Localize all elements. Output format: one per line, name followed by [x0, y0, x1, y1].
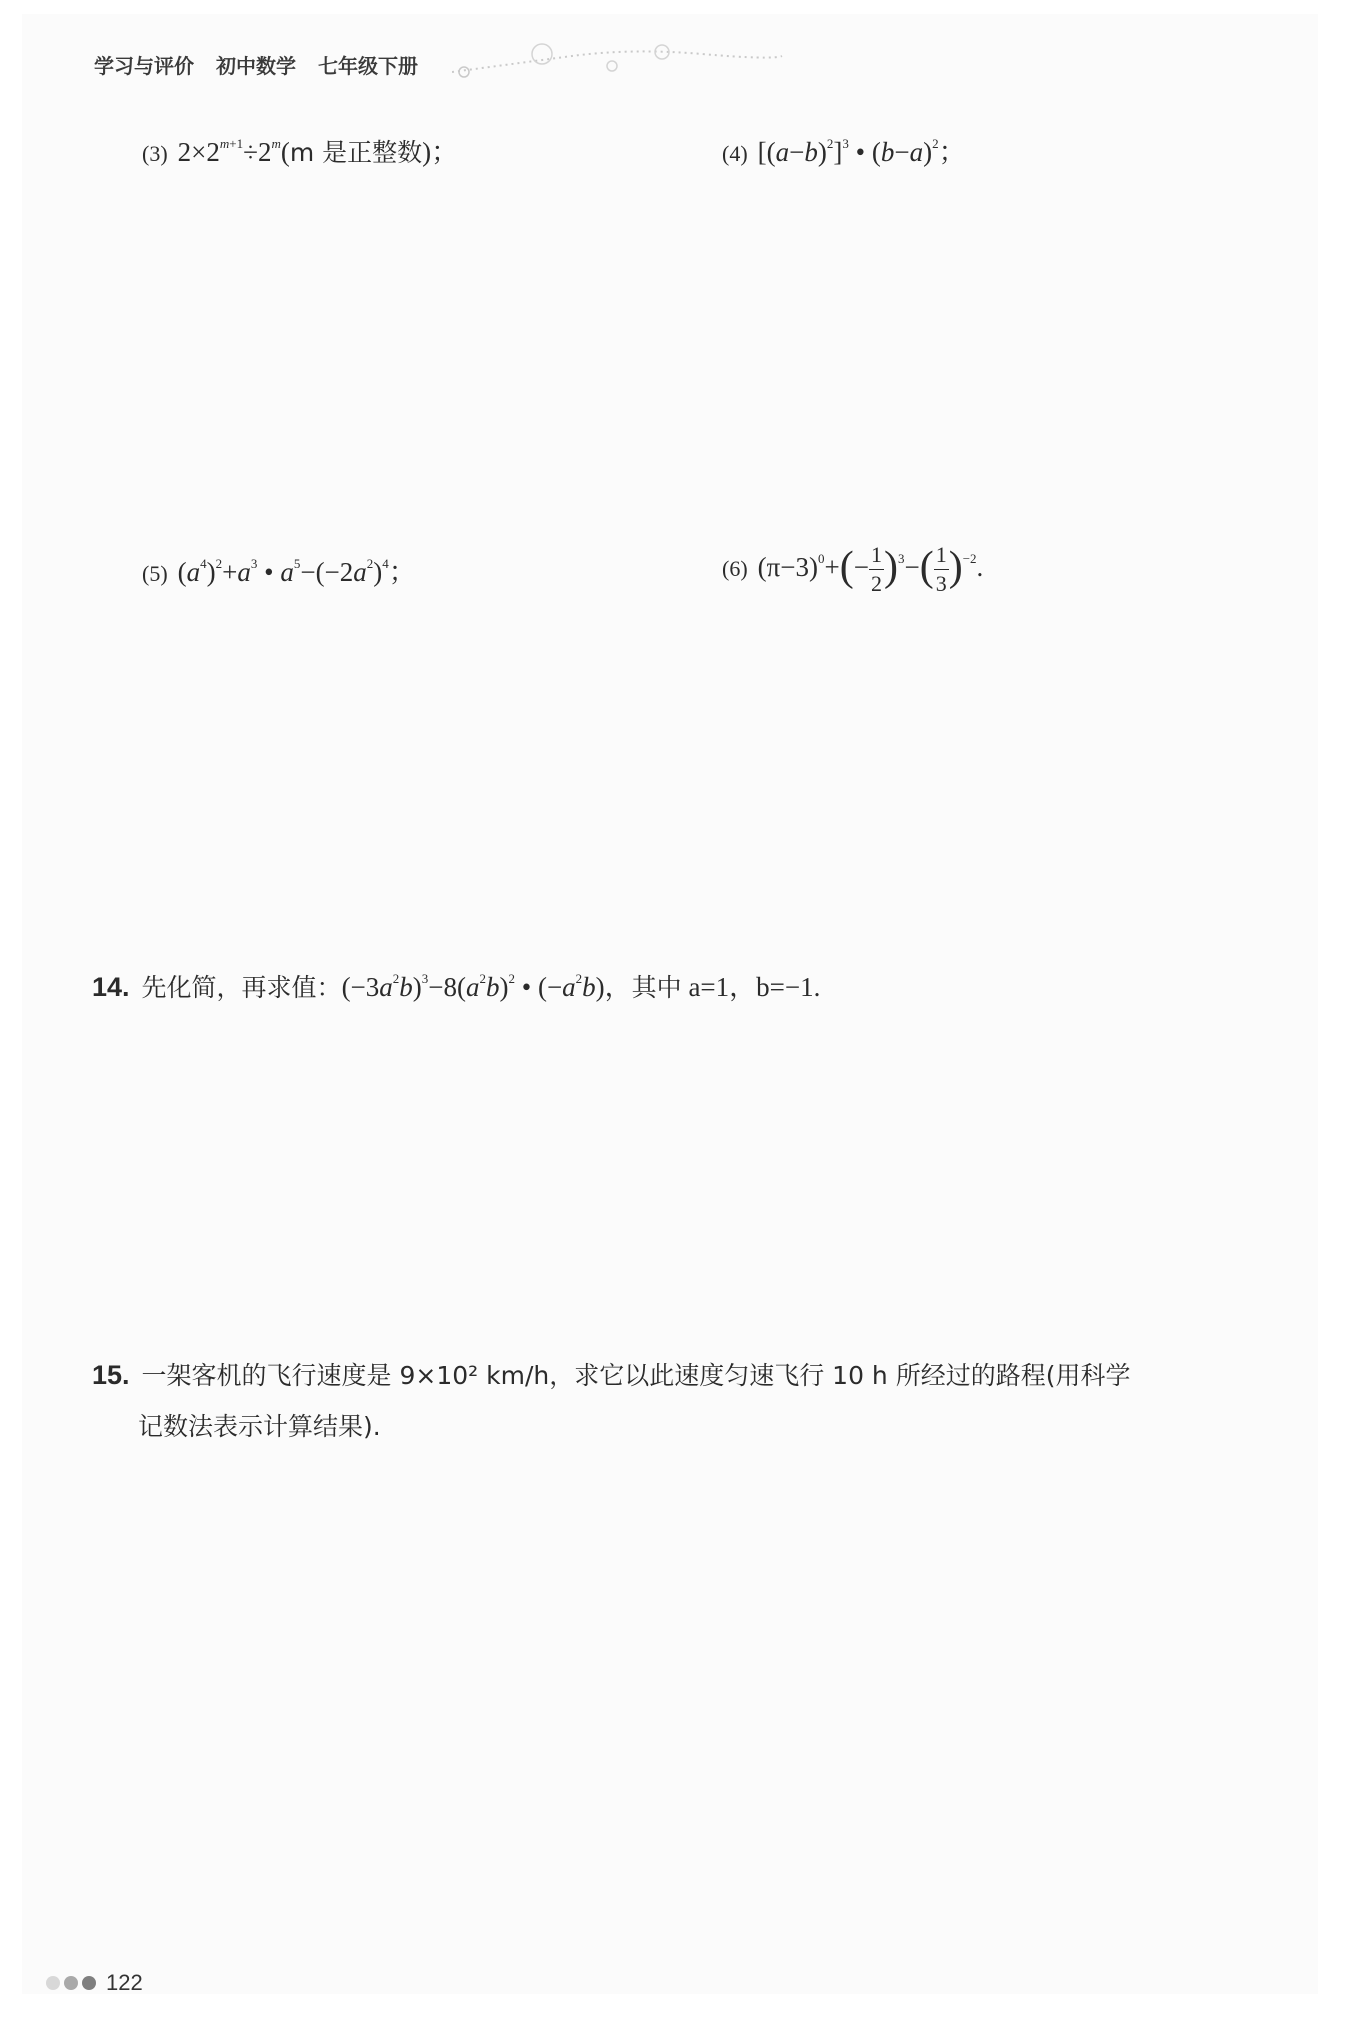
- footer-dot-icon: [82, 1976, 96, 1990]
- question-15-line1: 一架客机的飞行速度是 9×10² km/h，求它以此速度匀速飞行 10 h 所经过的路程(用科学: [141, 1361, 1131, 1390]
- running-header: [94, 50, 418, 79]
- question-14-condition: a=1，b=−1.: [688, 972, 821, 1002]
- problem-3: (3) $2\times 2^{m+1}\div 2^m(m$ 是正整数)；: [142, 136, 459, 167]
- question-15-line2: 记数法表示计算结果).: [138, 1412, 381, 1441]
- problem-6: (6) $(\pi-3)^0+(-$ $\frac{1}{2}$ )$^3$−( $\frac{1}{3}$ )$^{-2}$.: [722, 542, 984, 597]
- footer-dot-icon: [46, 1976, 60, 1990]
- page-number: 122: [106, 1970, 143, 1995]
- problem-4: (4) $[(a-b)^2]^3$ • $(b-a)^2$；: [722, 136, 966, 167]
- problem-3-note: m 是正整数: [289, 138, 423, 167]
- subject-label: 初中数学: [216, 54, 296, 78]
- question-14: 14. 先化简，再求值：$(-3a^2b)^3-8(a^2b)^2$ • $(-a^2b)$，其中 a=1，b=−1.: [92, 971, 821, 1002]
- question-15: [92, 1350, 1130, 1452]
- workbook-page: [22, 14, 1318, 1994]
- footer-dot-icon: [64, 1976, 78, 1990]
- problem-6-label: (6): [722, 556, 748, 581]
- problem-4-label: (4): [722, 141, 748, 166]
- question-14-where: 其中: [631, 973, 682, 1002]
- grade-label: 七年级下册: [318, 54, 418, 78]
- problem-5-label: (5): [142, 561, 168, 586]
- question-15-number: 15.: [92, 1360, 130, 1390]
- problem-5: (5) $(a^4)^2+a^3$ • $a^5-(-2a^2)^4$；: [142, 556, 416, 587]
- book-title: 学习与评价: [94, 54, 194, 78]
- problem-3-label: (3): [142, 141, 168, 166]
- header-decoration: [452, 42, 792, 82]
- page-footer: [46, 1970, 143, 1996]
- question-14-prompt: 先化简，再求值：: [141, 973, 342, 1002]
- question-14-number: 14.: [92, 972, 130, 1002]
